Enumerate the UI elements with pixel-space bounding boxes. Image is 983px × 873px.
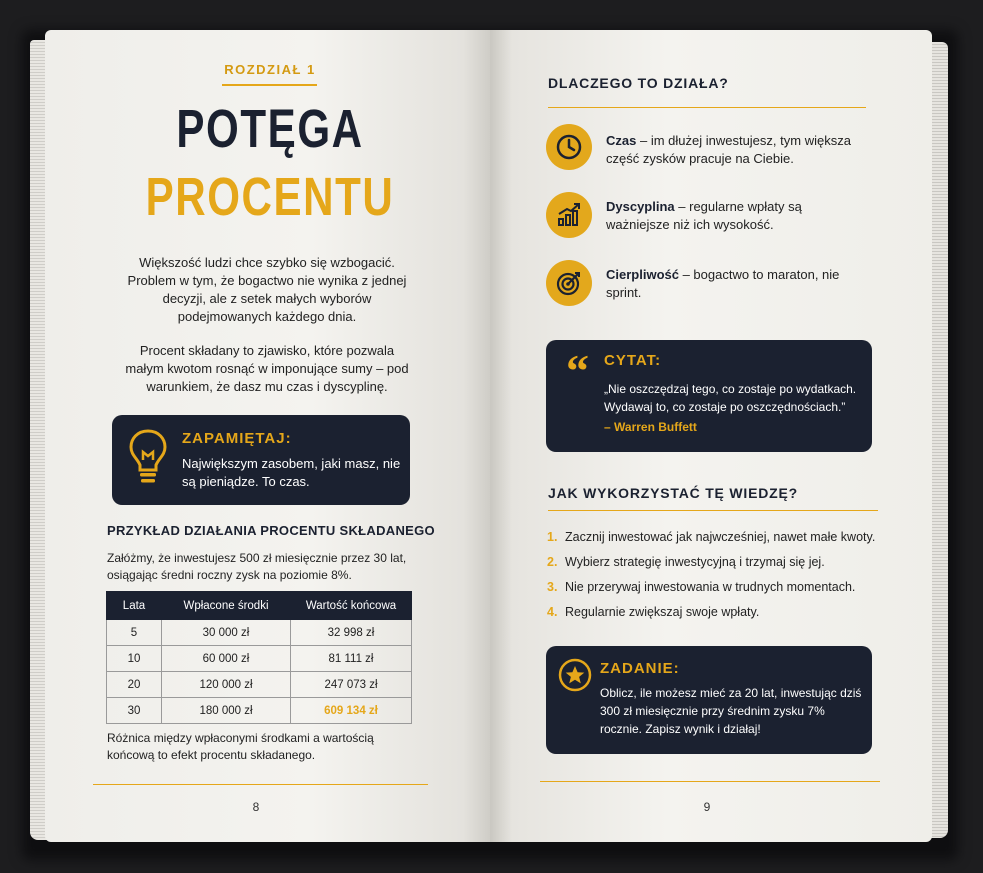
table-row bbox=[107, 698, 412, 724]
step-number: 4. bbox=[547, 605, 558, 619]
reason-term: Czas bbox=[606, 133, 637, 148]
star-icon bbox=[558, 658, 592, 697]
reason-text: – im dłużej inwestujesz, tym większa część zysków pracuje na Ciebie. bbox=[606, 133, 851, 166]
example-text: Załóżmy, że inwestujesz 500 zł miesięcznie przez 30 lat, osiągając średni roczny zysk na poziomie 8%. bbox=[107, 551, 407, 582]
quote-title: CYTAT: bbox=[604, 352, 662, 369]
quote-text: „Nie oszczędzaj tego, co zostaje po wydatkach. Wydawaj to, co zostaje po oszczędnościach.” bbox=[604, 382, 857, 414]
remember-text: Największym zasobem, jaki masz, nie są pieniądze. To czas. bbox=[182, 456, 401, 489]
list-item bbox=[547, 555, 825, 569]
chapter-underline bbox=[222, 84, 317, 86]
reason-patience bbox=[606, 266, 866, 302]
step-number: 2. bbox=[547, 555, 558, 569]
cell-deposited: 180 000 zł bbox=[162, 698, 291, 724]
header-years: Lata bbox=[107, 592, 162, 620]
step-number: 1. bbox=[547, 530, 558, 544]
step-number: 3. bbox=[547, 580, 558, 594]
lightbulb-icon bbox=[128, 428, 168, 491]
cell-final-value: 247 073 zł bbox=[291, 672, 412, 698]
list-item bbox=[547, 605, 759, 619]
step-text: Regularnie zwiększaj swoje wpłaty. bbox=[565, 605, 760, 619]
growth-chart-icon bbox=[546, 192, 592, 238]
footer-rule-left bbox=[93, 784, 428, 785]
clock-icon bbox=[546, 124, 592, 170]
step-text: Nie przerywaj inwestowania w trudnych momentach. bbox=[565, 580, 856, 594]
reason-discipline bbox=[606, 198, 866, 234]
page-number-left: 8 bbox=[252, 800, 260, 814]
cell-years: 5 bbox=[107, 620, 162, 646]
chapter-label: ROZDZIAŁ 1 bbox=[224, 62, 316, 77]
cell-deposited: 120 000 zł bbox=[162, 672, 291, 698]
step-text: Wybierz strategię inwestycyjną i trzymaj się jej. bbox=[565, 555, 825, 569]
reason-text: – bogactwo to maraton, nie sprint. bbox=[606, 267, 840, 300]
why-heading-rule bbox=[548, 107, 866, 108]
header-deposited: Wpłacone środki bbox=[162, 592, 291, 620]
reason-term: Dyscyplina bbox=[606, 199, 675, 214]
reason-text: – regularne wpłaty są ważniejsze niż ich wysokość. bbox=[606, 199, 802, 232]
why-heading: DLACZEGO TO DZIAŁA? bbox=[548, 75, 729, 91]
cell-final-value-highlight: 609 134 zł bbox=[291, 698, 412, 724]
title-line-1: POTĘGA bbox=[176, 99, 364, 159]
difference-note: Różnica między wpłaconymi środkami a wartością końcową to efekt procentu składanego. bbox=[107, 731, 374, 762]
table-row bbox=[107, 646, 412, 672]
cell-years: 30 bbox=[107, 698, 162, 724]
title-line-2: PROCENTU bbox=[145, 167, 395, 227]
table-row bbox=[107, 620, 412, 646]
how-heading: JAK WYKORZYSTAĆ TĘ WIEDZĘ? bbox=[548, 485, 798, 501]
reason-term: Cierpliwość bbox=[606, 267, 679, 282]
reason-time bbox=[606, 132, 866, 168]
list-item bbox=[547, 580, 855, 594]
cell-years: 20 bbox=[107, 672, 162, 698]
step-text: Zacznij inwestować jak najwcześniej, nawet małe kwoty. bbox=[565, 530, 876, 544]
footer-rule-right bbox=[540, 781, 880, 782]
intro-paragraph-2: Procent składany to zjawisko, które pozwala małym kwotom rosnąć w imponujące sumy – pod warunkiem, że dasz mu czas i dyscyplinę. bbox=[125, 343, 409, 394]
page-number-right: 9 bbox=[703, 800, 711, 814]
cell-final-value: 81 111 zł bbox=[291, 646, 412, 672]
target-icon bbox=[546, 260, 592, 306]
table-header-row bbox=[107, 592, 412, 620]
how-heading-rule bbox=[548, 510, 878, 511]
task-text: Oblicz, ile możesz mieć za 20 lat, inwestując dziś 300 zł miesięcznie przy średnim zysku 7% rocznie. Zapisz wynik i działaj! bbox=[600, 686, 862, 736]
cell-deposited: 30 000 zł bbox=[162, 620, 291, 646]
compound-interest-table bbox=[106, 591, 412, 724]
remember-title: ZAPAMIĘTAJ: bbox=[182, 430, 292, 447]
list-item bbox=[547, 530, 875, 544]
task-title: ZADANIE: bbox=[600, 660, 680, 677]
header-final-value: Wartość końcowa bbox=[291, 592, 412, 620]
table-row bbox=[107, 672, 412, 698]
cell-deposited: 60 000 zł bbox=[162, 646, 291, 672]
quote-mark-icon: “ bbox=[566, 345, 589, 396]
cell-years: 10 bbox=[107, 646, 162, 672]
cell-final-value: 32 998 zł bbox=[291, 620, 412, 646]
quote-author: – Warren Buffett bbox=[604, 420, 697, 434]
intro-paragraph-1: Większość ludzi chce szybko się wzbogacić. Problem w tym, że bogactwo nie wynika z jednej decyzji, ale z setek małych wyborów podejmowanych każdego dnia. bbox=[127, 255, 407, 324]
example-title: PRZYKŁAD DZIAŁANIA PROCENTU SKŁADANEGO bbox=[107, 523, 435, 538]
